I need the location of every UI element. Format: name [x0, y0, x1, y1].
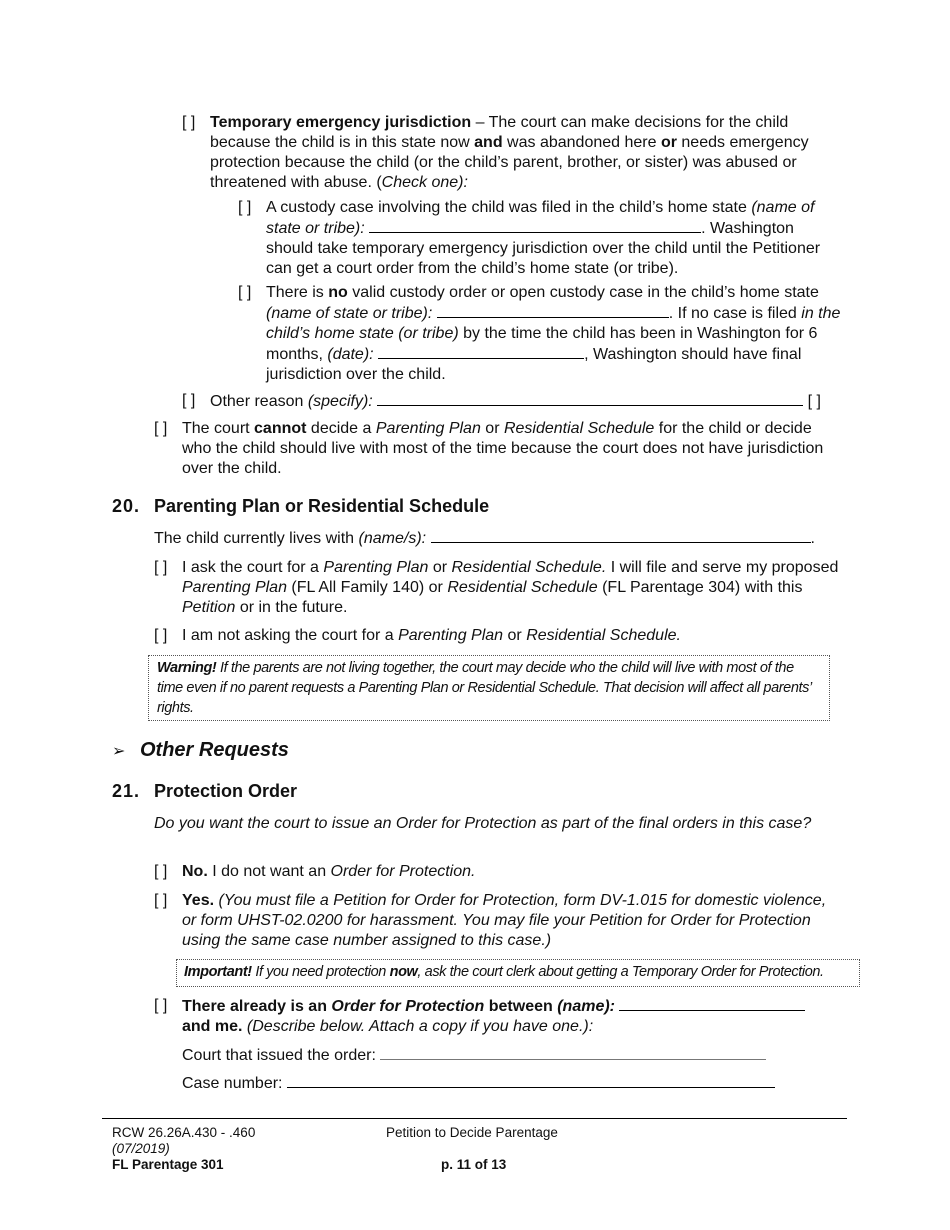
child-lives-with-line: The child currently lives with (name/s): .: [154, 530, 815, 547]
section-20-number: 20.: [112, 496, 141, 516]
case-number-line: Case number:: [182, 1073, 775, 1094]
case-number-field[interactable]: [287, 1073, 775, 1088]
custody-case-filed-paragraph: A custody case involving the child was filed in the child’s home state (name of state or tribe): . Washington should take temporary emergency jurisdiction over the child until the Petitioner can get a court order from the child’s home state (or tribe).: [266, 199, 821, 277]
footer-left: [112, 1125, 255, 1173]
protection-yes-paragraph: Yes. (You must file a Petition for Order for Protection, form DV-1.015 for domestic violence, or form UHST-02.0200 for harassment. You may file your Petition for Order for Protection using the same case number assigned to this case.): [182, 892, 827, 949]
checkbox-other-reason[interactable]: [ ]: [182, 392, 196, 409]
checkbox-other-reason-end[interactable]: [ ]: [807, 393, 821, 410]
footer-title: Petition to Decide Parentage: [386, 1125, 558, 1140]
court-issued-field[interactable]: [380, 1045, 766, 1060]
footer-page: p. 11 of 13: [441, 1157, 507, 1172]
section-20-heading: [112, 496, 489, 516]
ask-parenting-plan-paragraph: I ask the court for a Parenting Plan or Residential Schedule. I will file and serve my proposed Parenting Plan (FL All Family 140) or Residential Schedule (FL Parentage 304) with this Petition or in the future.: [182, 559, 839, 616]
other-reason-field[interactable]: [377, 391, 803, 406]
court-cannot-paragraph: The court cannot decide a Parenting Plan or Residential Schedule for the child or decide who the child should live with most of the time because the court does not have jurisdiction over the child.: [182, 420, 824, 477]
section-21-title: Protection Order: [154, 781, 298, 801]
existing-order-paragraph: There already is an Order for Protection between (name): and me. (Describe below. Attach a copy if you have one.):: [182, 996, 842, 1037]
checkbox-court-cannot[interactable]: [ ]: [154, 420, 168, 437]
temporary-emergency-paragraph: Temporary emergency jurisdiction – The court can make decisions for the child because the child is in this state now and was abandoned here or needs emergency protection because the child (or the child’s parent, brother, or sister) was abused or threatened with abuse. (Check one):: [210, 114, 809, 191]
checkbox-protection-no[interactable]: [ ]: [154, 863, 168, 880]
checkbox-ask-parenting-plan[interactable]: [ ]: [154, 559, 168, 576]
protection-no-line: No. I do not want an Order for Protection.: [182, 863, 476, 880]
other-requests-heading: [112, 738, 289, 763]
footer-form: FL Parentage 301: [112, 1157, 224, 1172]
other-reason-line: Other reason (specify): [ ]: [210, 393, 821, 410]
arrow-bullet-icon: ➢: [112, 741, 126, 760]
section-20-title: Parenting Plan or Residential Schedule: [154, 496, 490, 516]
no-valid-custody-paragraph: There is no valid custody order or open custody case in the child’s home state (name of state or tribe): . If no case is filed in the child’s home state (or tribe) by the time the child has been in Washington for 6 months, (date): , Washington should have final jurisdiction over the child.: [266, 284, 841, 383]
section-21-number: 21.: [112, 781, 141, 801]
checkbox-not-asking[interactable]: [ ]: [154, 627, 168, 644]
checkbox-temporary-emergency[interactable]: [ ]: [182, 114, 196, 131]
warning-label: Warning!: [157, 660, 217, 676]
checkbox-custody-case-filed[interactable]: [ ]: [238, 199, 252, 216]
court-issued-line: Court that issued the order:: [182, 1045, 766, 1066]
other-requests-title: Other Requests: [140, 739, 289, 761]
home-state-field[interactable]: [369, 218, 701, 233]
footer-divider: [102, 1118, 847, 1119]
checkbox-existing-order[interactable]: [ ]: [154, 997, 168, 1014]
date-field[interactable]: [378, 344, 584, 359]
checkbox-protection-yes[interactable]: [ ]: [154, 892, 168, 909]
warning-box: Warning! If the parents are not living together, the court may decide who the child will live with most of the time even if no parent requests a Parenting Plan or Residential Schedule. That decision will affect all parents’ rights.: [148, 655, 830, 721]
not-asking-paragraph: I am not asking the court for a Parenting Plan or Residential Schedule.: [182, 627, 681, 644]
checkbox-no-valid-custody[interactable]: [ ]: [238, 284, 252, 301]
protection-question: Do you want the court to issue an Order for Protection as part of the final orders in this case?: [154, 815, 812, 832]
section-21-heading: [112, 781, 297, 801]
temp-title: Temporary emergency jurisdiction: [210, 114, 472, 131]
lives-with-name-field[interactable]: [431, 528, 811, 543]
state-or-tribe-field[interactable]: [437, 303, 669, 318]
order-between-name-field[interactable]: [619, 996, 805, 1011]
important-label: Important!: [184, 964, 252, 980]
important-box: Important! If you need protection now, ask the court clerk about getting a Temporary Order for Protection.: [176, 959, 860, 987]
footer-date: (07/2019): [112, 1141, 170, 1156]
footer-rcw: RCW 26.26A.430 - .460: [112, 1125, 256, 1140]
